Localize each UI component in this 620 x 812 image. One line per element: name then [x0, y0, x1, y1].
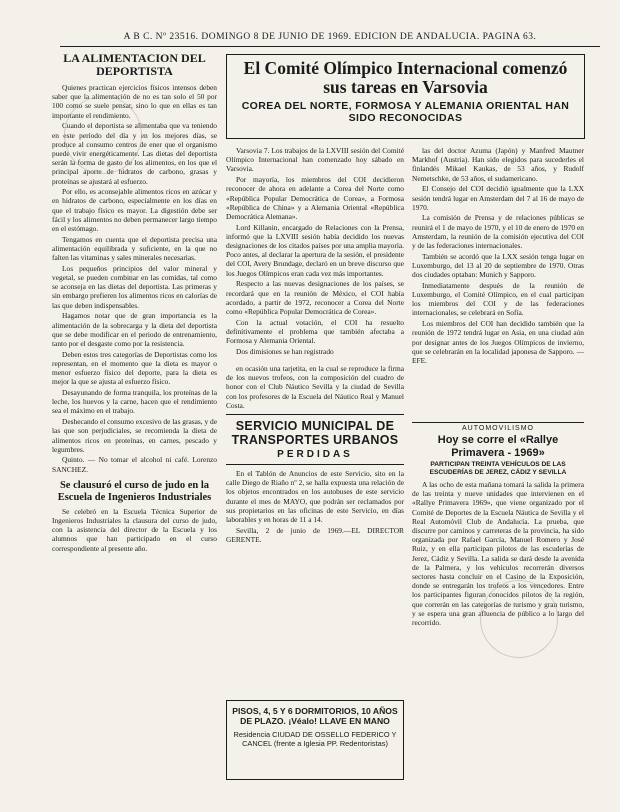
servicio-municipal [226, 364, 404, 546]
servicio-title-box [226, 414, 404, 465]
servicio-intro: en ocasión una tarjetita, en la cual se reproduce la firma de los nuevos trofeos, con la composición del cuadro de honor con el Club Náutico Sevilla y la ciudad de Sevilla con los profesores de la Escuela del Náutico Real y Manuel Costa. [226, 364, 404, 410]
alimentacion-paragraph: Quinto. — No tomar el alcohol ni café. Lorenzo SANCHEZ. [52, 455, 217, 474]
pisos-advertisement [226, 700, 404, 780]
servicio-sub: PERDIDAS [277, 449, 353, 461]
olympic-paragraph: Por mayoría, los miembros del COI decidieron reconocer de ahora en adelante a Corea del Norte como «República Popular Democrática de Corea», a Formosa «República de China» y a Alemania Oriental «República Democrática Alemana». [226, 175, 404, 221]
judo-title: Se clausuró el curso de judo en la Escuela de Ingenieros Industriales [57, 479, 212, 503]
olympic-paragraph: las del doctor Azuma (Japón) y Manfred Mautner Markhof (Austria). Han sido elegidos para sucederles el finlandés Mikael Kaukas, de 53 años, y Rudolf Nemetschke, de 53 años, el sudamericano. [412, 146, 584, 183]
olympic-headline: El Comité Olímpico Internacional comenzó sus tareas en Varsovia [243, 58, 568, 97]
rallye-text: A las ocho de esta mañana tomará la salida la primera de las treinta y nueve unidades que intervienen en el «Rallye Primavera 1969», que viene organizado por el Comité de Deportes de la Escuela Náutica de Sevilla y el Real Automóvil Club de Andalucía. La prueba, que discurre por caminos y carreteras de la provincia, ha sido organizada por Rafael García, Manuel Romero y José Ruiz, y en ella participan pilotos de las escuderías de Jerez, Cádiz y Sevilla. La salida se dará desde la avenida de la Palmera, y los vehículos recorrerán diversos sectores hasta concluir en el Casino de la Exposición, donde se entregarán los trofeos a los vencedores. Entre los participantes figuran conocidos pilotos de la región, que correrán en las categorías de turismo y gran turismo, y se espera una gran afluencia de público a lo largo del recorrido. [412, 480, 584, 628]
judo-article [52, 480, 217, 553]
alimentacion-title: LA ALIMENTACION DEL DEPORTISTA [63, 52, 206, 78]
alimentacion-paragraph: Quienes practican ejercicios físicos intensos deben saber que la alimentación de no es tan solo el 50 por 100 como se suele pensar, sino lo que en ellas es tan importante el rendimiento. [52, 83, 217, 120]
header-rule [60, 46, 600, 47]
olympic-paragraph: Dos dimisiones se han registrado [236, 346, 334, 356]
rallye-subtitle: PARTICIPAN TREINTA VEHÍCULOS DE LAS ESCUDERÍAS DE JEREZ, CÁDIZ Y SEVILLA [429, 461, 567, 476]
servicio-title: SERVICIO MUNICIPAL DE TRANSPORTES URBANOS [231, 419, 399, 448]
olympic-paragraph: Varsovia 7. Los trabajos de la LXVIII sesión del Comité Olímpico Internacional han comenzado hoy sábado en Varsovia. [226, 146, 404, 174]
rallye-kicker: AUTOMOVILISMO [412, 422, 584, 432]
olympic-column-2 [412, 146, 584, 416]
ad-address: Residencia CIUDAD DE OSSELLO FEDERICO Y CANCEL (frente a Iglesia PP. Redentoristas) [233, 730, 397, 748]
alimentacion-paragraph: Los pequeños principios del valor mineral y vegetal, se pueden combinar en las comidas, tal como se aconseja en las dietas del deportista. Las primeras y sin embargo prefieren los alimentos ricos en calorías de las que deben indispensables. [52, 263, 217, 310]
watermark-stamp [480, 580, 558, 658]
olympic-headline-box [226, 54, 585, 139]
olympic-column-1 [226, 146, 404, 358]
servicio-text: En el Tablón de Anuncios de este Servicio, sito en la calle Diego de Riaño nº 2, se halla expuesta una relación de los objetos encontrados en los autobuses de este servicio durante el mes de MAYO, que podrán ser reclamados por sus propietarios en las oficinas de este Servicio, en días laborables y en horas de 11 a 14. [226, 469, 404, 525]
olympic-subhead: COREA DEL NORTE, FORMOSA Y ALEMANIA ORIENTAL HAN SIDO RECONOCIDAS [241, 100, 570, 124]
olympic-paragraph: Respecto a las nuevas designaciones de los países, se recordará que en la reunión de México, el COI había acordado, a partir de 1972, reconocer a Corea del Norte como «República Popular Democrática de Corea». [226, 279, 404, 316]
watermark-stamp [64, 96, 142, 174]
alimentacion-paragraph: Cuando el deportista se alimentaba que va teniendo en este período del día y en los mejores días, se produce al consumo centros de ener que el organismo puede vivir energéticamente. Las dietas del deportista serán la forma de gasto de los alimentos, en los que el principal aporte de hidratos de carbono, grasas y proteínas se ajustará al esfuerzo. [52, 121, 217, 186]
ad-headline: PISOS, 4, 5 Y 6 DORMITORIOS, 10 AÑOS DE PLAZO. ¡Véalo! LLAVE EN MANO [232, 706, 398, 726]
judo-text: Se celebró en la Escuela Técnica Superior de Ingenieros Industriales la clausura del curso de judo, con la asistencia del director de la Escuela y los alumnos que han participado en el curso correspondiente al presente año. [52, 506, 217, 553]
alimentacion-paragraph: Deben estos tres categorías de Deportistas como los representan, en el momento que la dieta es mayor o menor esfuerzo físico del deporte, para la dieta es mejor la que se ajusta al esfuerzo físico. [52, 349, 217, 387]
olympic-paragraph: Inmediatamente después de la reunión de Luxemburgo, el Comité Olímpico, en el cual participan los miembros del COI y de las federaciones internacionales, se celebrará en Sofía. [412, 280, 584, 318]
olympic-paragraph: También se acordó que la LXX sesión tenga lugar en Luxemburgo, del 13 al 20 de septiembre de 1970. Otras dos ciudades optaban: Munich y Sapporo. [412, 251, 584, 280]
alimentacion-paragraph: Hagamos notar que de gran importancia es la alimentación de la sobrecarga y la dieta del deportista que se debe modificar en el periodo de entrenamiento, tanto por el desgaste como por la resistencia. [52, 311, 217, 348]
olympic-paragraph: Lord Killanin, encargado de Relaciones con la Prensa, informó que la LXVIII sesión había decidido los nuevas designaciones de los citados países por una amplia mayoría. Poco antes, al declarar la apertura de la sesión, el presidente del COI, Avery Brundage, declaró en un breve discurso que los Juegos Olímpicos eran cada vez más importantes. [226, 222, 404, 278]
olympic-paragraph: La comisión de Prensa y de relaciones públicas se reunirá el 1 de mayo de 1970, y el 10 de enero de 1970 en Amsterdam, la reunión de la comisión ejecutiva del COI y de las federaciones internacionales. [412, 213, 584, 251]
olympic-paragraph: Con la actual votación, el COI ha resuelto definitivamente el problema que también afectaba a Formosa y Alemania Oriental. [226, 317, 404, 346]
rallye-title: Hoy se corre el «Rallye Primavera - 1969» [437, 434, 559, 459]
alimentacion-paragraph: Desayunando de forma tranquila, los proteínas de la leche, los huevos y la carne, hacen que el rendimiento sea el máximo en el trabajo. [52, 388, 217, 416]
alimentacion-paragraph: Por ello, es aconsejable alimentos ricos en azúcar y en hidratos de carbono, especialmente en los días en que el trabajo físico es mayor. La digestión debe ser fácil y los alimentos no deben permanecer largo tiempo en el estómago. [52, 187, 217, 234]
alimentacion-paragraph: Deshecando el consumo excesivo de las grasas, y de las que son perjudiciales, se recomienda la dieta de alimentos ricos en proteínas, en carnes, pescado y legumbres. [52, 417, 217, 454]
servicio-sign: Sevilla, 2 de junio de 1969.—EL DIRECTOR GERENTE. [226, 525, 404, 544]
olympic-paragraph: El Consejo del COI decidió igualmente que la LXX sesión tendrá lugar en Amsterdam del 7 al 16 de mayo de 1970. [412, 184, 584, 212]
page-header: A B C. Nº 23516. DOMINGO 8 DE JUNIO DE 1969. EDICION DE ANDALUCIA. PAGINA 63. [123, 32, 537, 42]
olympic-paragraph: Los miembros del COI han decidido también que la reunión de 1972 tendrá lugar en Asia, en una ciudad aún por designar antes de los Juegos Olímpicos de invierno, que se celebrarán en la localidad japonesa de Sapporo. — EFE. [412, 319, 584, 365]
alimentacion-paragraph: Tengamos en cuenta que el deportista precisa una alimentación equilibrada y suficiente, en la que no falten las vitaminas y sales minerales necesarias. [52, 234, 217, 263]
